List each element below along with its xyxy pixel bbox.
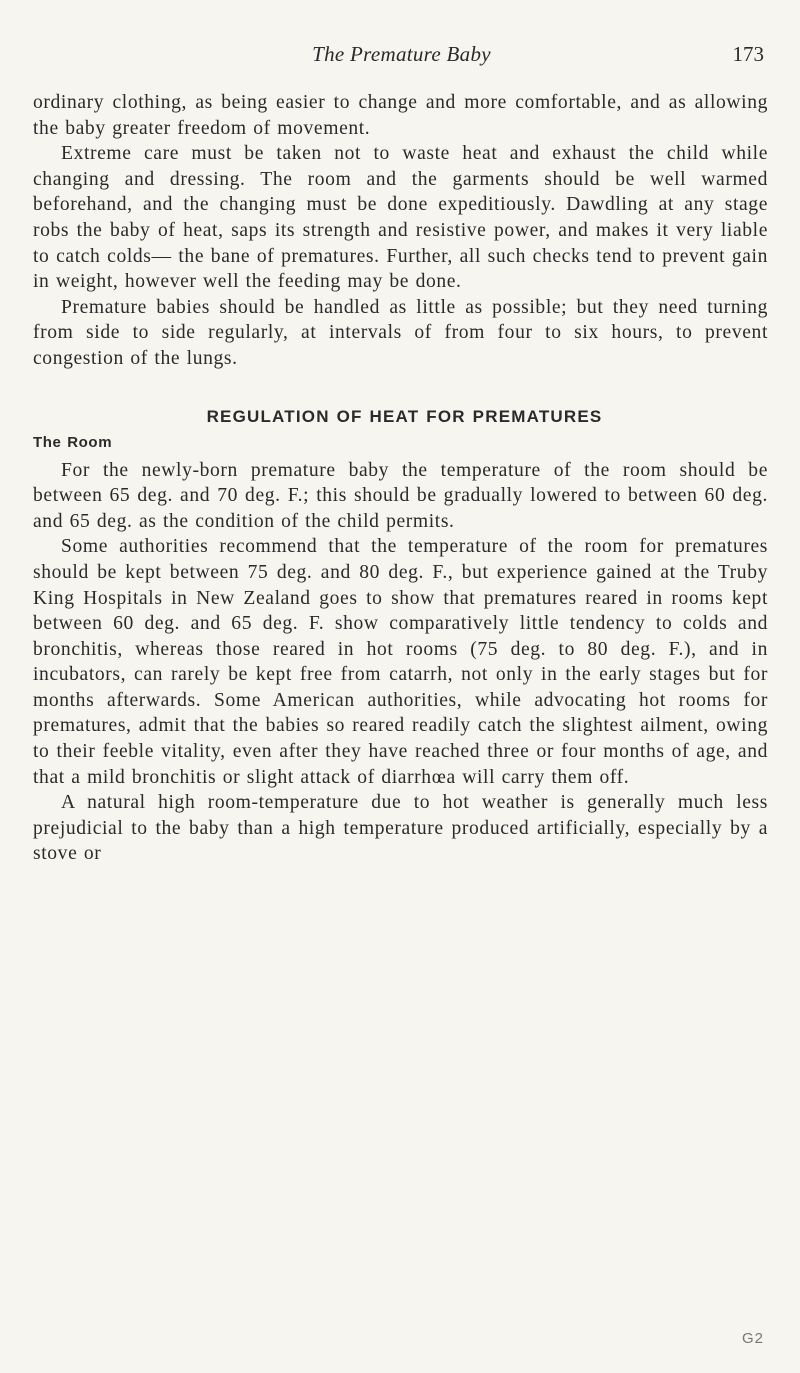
page-number: 173	[732, 42, 764, 66]
section-heading: REGULATION OF HEAT FOR PREMATURES	[206, 406, 603, 426]
paragraph-authorities: Some authorities recommend that the temperature of the room for prematures should be kept between 75 deg. and 80 deg. F., but experience gained at the Truby King Hospitals in New Zealand goes to show that prematures reared in rooms kept between 60 deg. and 65 deg. F. show comparatively little tendency to colds and bronchitis, whereas those reared in hot rooms (75 deg. to 80 deg. F.), and in incubators, can rarely be kept free from catarrh, not only in the early stages but for months afterwards. Some American authorities, while advocating hot rooms for prematures, admit that the babies so reared readily catch the slightest ailment, owing to their feeble vitality, even after they have reached three or four months of age, and that a mild bronchitis or slight attack of diarrhœa will carry them off.	[33, 536, 768, 788]
sub-heading: The Room	[33, 433, 113, 451]
running-title: The Premature Baby	[312, 42, 491, 66]
paragraph-continued: ordinary clothing, as being easier to change and more comfortable, and as allowing the baby greater freedom of movement.	[33, 92, 768, 139]
paragraph-room-temperature: For the newly-born premature baby the temperature of the room should be between 65 deg. and 70 deg. F.; this should be gradually lowered to between 60 deg. and 65 deg. as the condition of the child permits.	[33, 459, 768, 532]
signature-mark: G2	[741, 1330, 764, 1347]
paragraph-heat-care: Extreme care must be taken not to waste heat and exhaust the child while changing and dressing. The room and the garments should be well warmed beforehand, and the changing must be done expeditiously. Dawdling at any stage robs the baby of heat, saps its strength and resistive power, and makes it very liable to catch colds— the bane of prematures. Further, all such checks tend to prevent gain in weight, however well the feeding may be done.	[33, 143, 768, 293]
book-page	[33, 0, 768, 1373]
paragraph-natural-heat: A natural high room-temperature due to hot weather is generally much less prejudicial to the baby than a high temperature produced artificially, especially by a stove or	[33, 792, 768, 865]
body-text	[33, 90, 768, 867]
paragraph-handling: Premature babies should be handled as little as possible; but they need turning from side to side regularly, at intervals of from four to six hours, to prevent congestion of the lungs.	[33, 296, 768, 369]
running-head	[33, 42, 768, 72]
